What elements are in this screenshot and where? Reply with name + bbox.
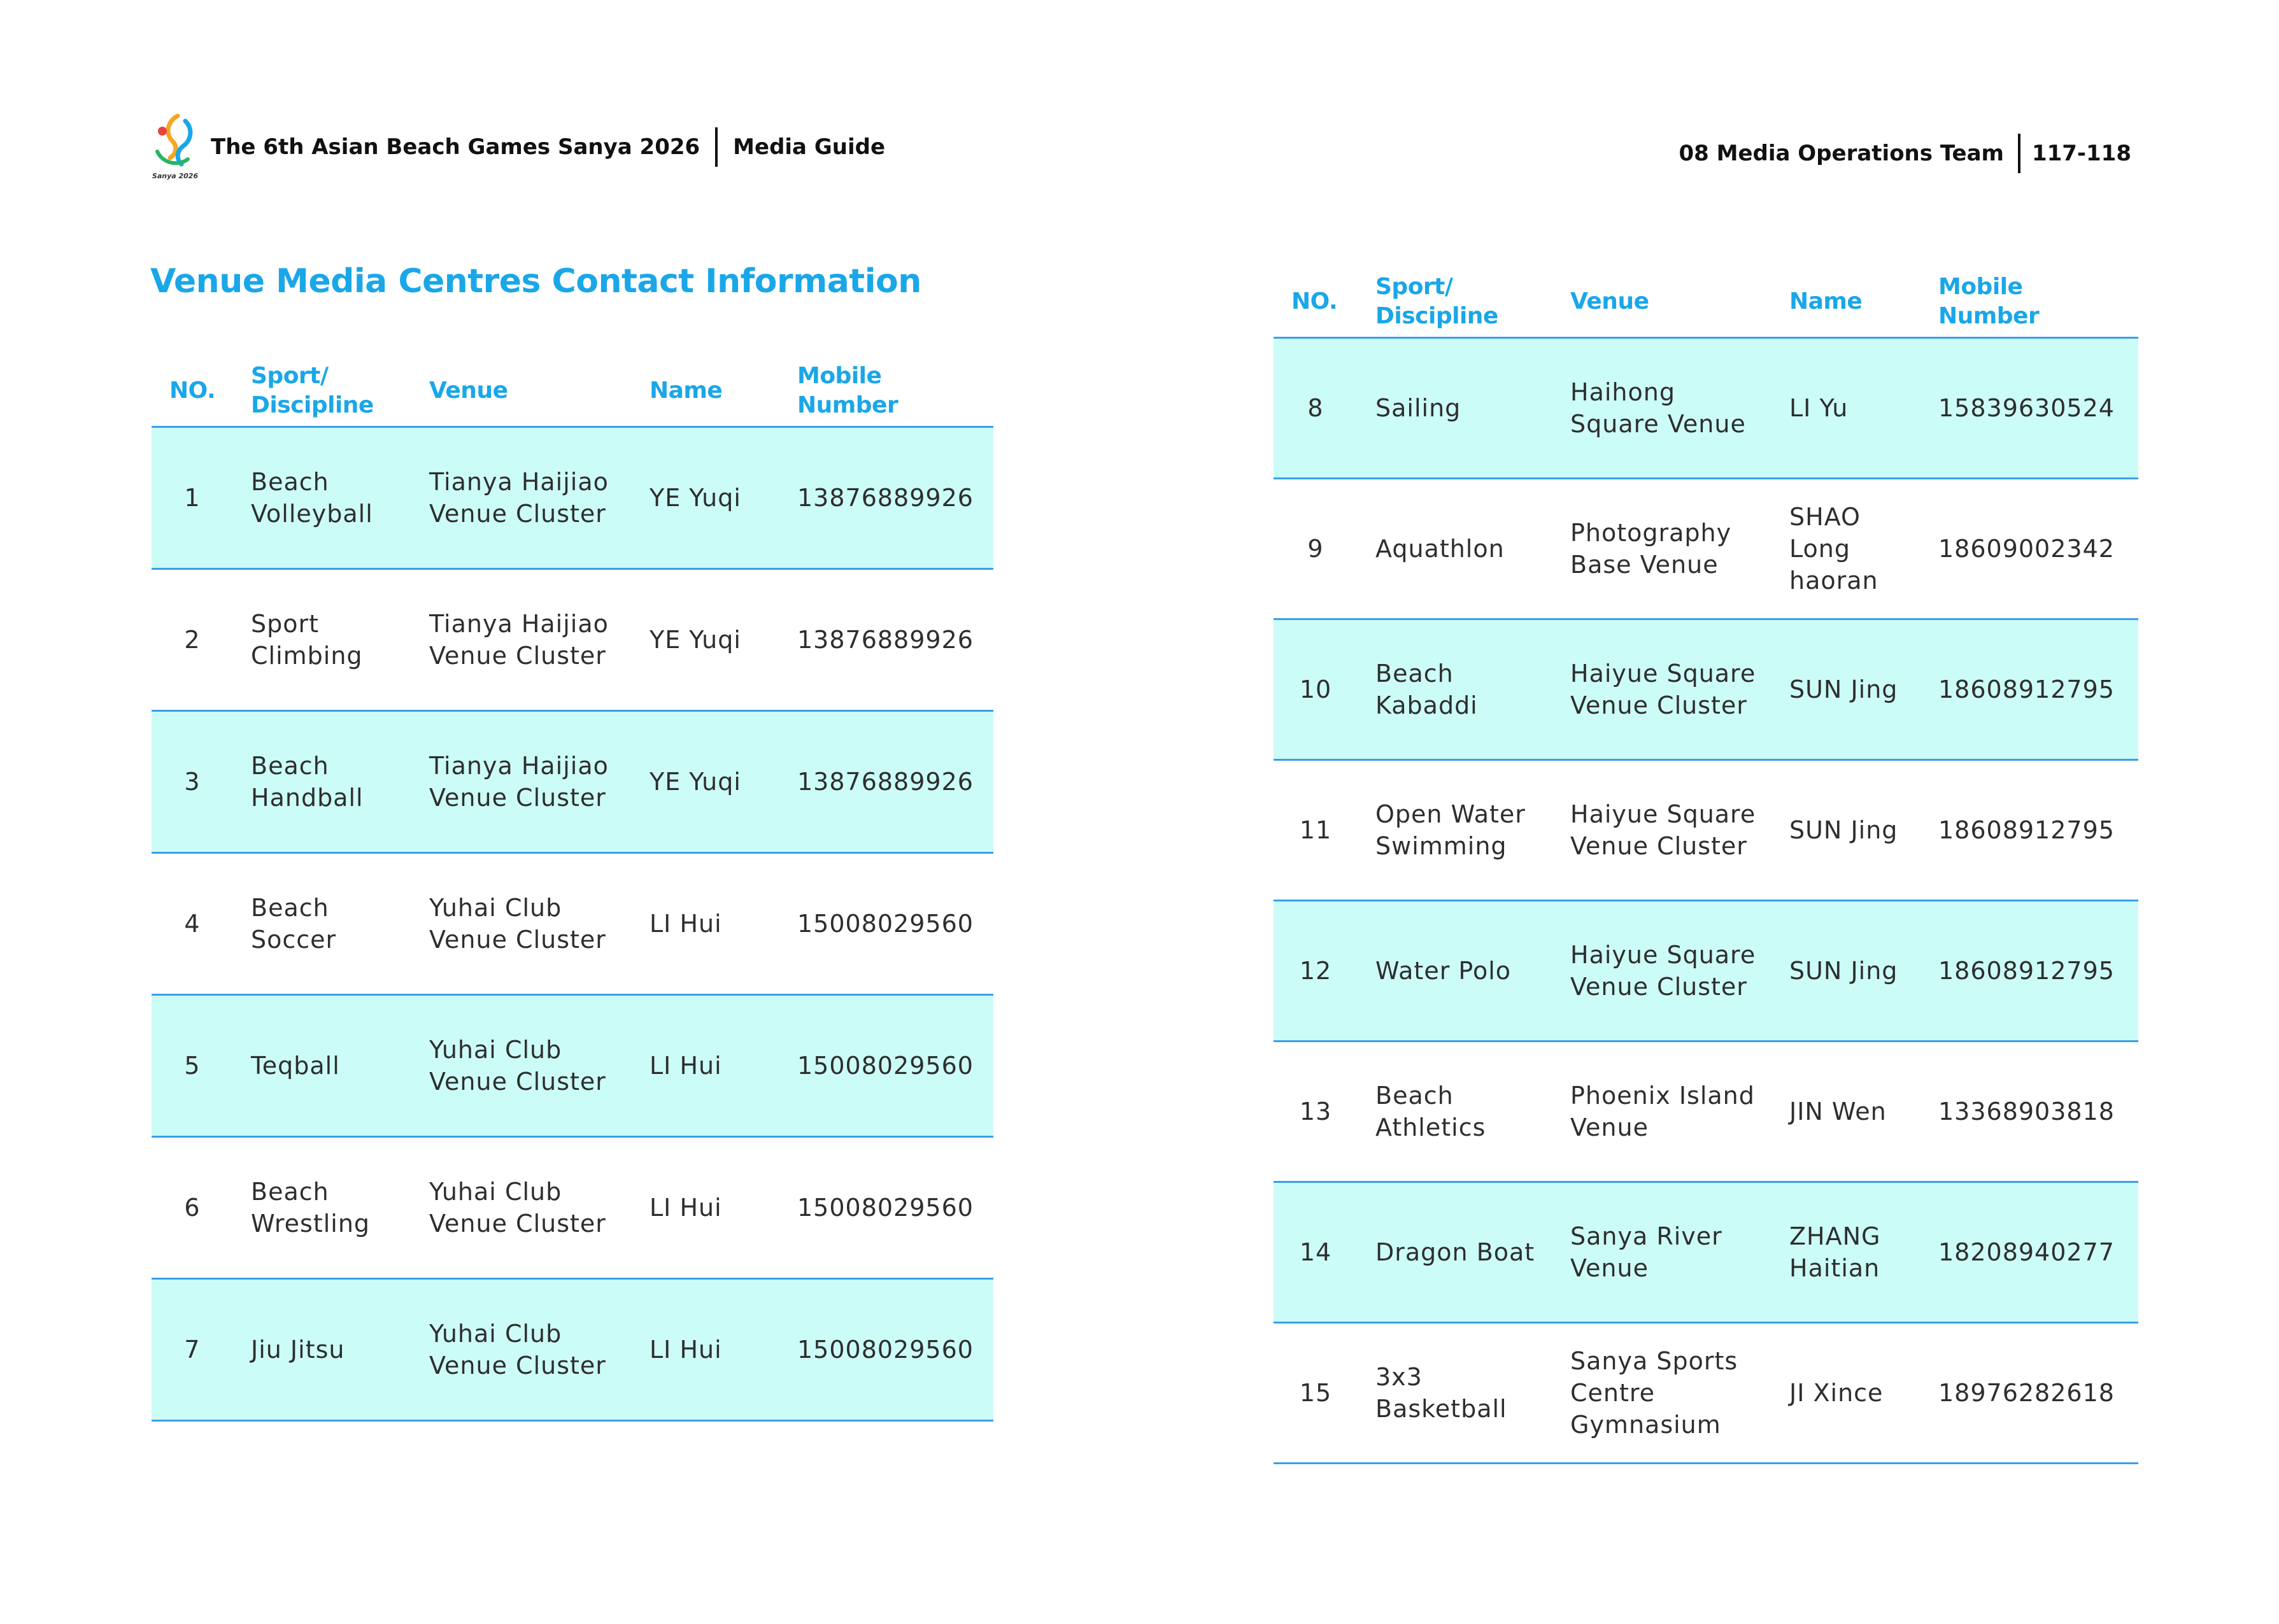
section-label: 08 Media Operations Team (1679, 141, 2004, 166)
page-title: Venue Media Centres Contact Information (150, 262, 921, 300)
row-mobile: 15008029560 (779, 994, 993, 1136)
table-row (1274, 1182, 2138, 1322)
row-mobile: 15008029560 (779, 1278, 993, 1420)
contact-table-right (1274, 267, 2138, 1464)
table-header-row (1274, 267, 2138, 337)
table-row (152, 994, 993, 1136)
row-venue: Haihong Square Venue (1552, 337, 1771, 478)
row-sport: Water Polo (1358, 900, 1552, 1041)
row-no: 14 (1274, 1182, 1358, 1322)
row-no: 8 (1274, 337, 1358, 478)
page-numbers: 117-118 (2031, 141, 2131, 166)
table-row (152, 568, 993, 710)
row-name: YE Yuqi (632, 427, 779, 568)
row-no: 12 (1274, 900, 1358, 1041)
row-sport: 3x3 Basketball (1358, 1322, 1552, 1463)
table-row (152, 1136, 993, 1278)
row-no: 4 (152, 852, 233, 994)
row-venue: Tianya Haijiao Venue Cluster (411, 427, 632, 568)
row-name: LI Hui (632, 1278, 779, 1420)
header-left (148, 112, 885, 182)
row-name: JIN Wen (1771, 1041, 1920, 1182)
row-mobile: 15008029560 (779, 1136, 993, 1278)
row-no: 6 (152, 1136, 233, 1278)
row-sport: Beach Athletics (1358, 1041, 1552, 1182)
header-name: Name (632, 357, 779, 427)
table-row (152, 710, 993, 852)
row-no: 11 (1274, 759, 1358, 900)
header-venue: Venue (1552, 267, 1771, 337)
row-sport: Sailing (1358, 337, 1552, 478)
table-row (152, 427, 993, 568)
row-sport: Beach Wrestling (233, 1136, 411, 1278)
row-mobile: 13876889926 (779, 568, 993, 710)
row-venue: Yuhai Club Venue Cluster (411, 852, 632, 994)
table-row (1274, 478, 2138, 619)
row-no: 7 (152, 1278, 233, 1420)
row-venue: Yuhai Club Venue Cluster (411, 1278, 632, 1420)
asian-beach-games-logo-icon (148, 112, 202, 182)
row-mobile: 13368903818 (1920, 1041, 2138, 1182)
table-row (1274, 1322, 2138, 1463)
row-venue: Phoenix Island Venue (1552, 1041, 1771, 1182)
row-sport: Dragon Boat (1358, 1182, 1552, 1322)
table-row (1274, 1041, 2138, 1182)
row-sport: Beach Volleyball (233, 427, 411, 568)
guide-label: Media Guide (733, 134, 886, 160)
event-title: The 6th Asian Beach Games Sanya 2026 (211, 134, 700, 160)
row-sport: Aquathlon (1358, 478, 1552, 619)
table-row (1274, 337, 2138, 478)
header-mobile: Mobile Number (779, 357, 993, 427)
row-venue: Yuhai Club Venue Cluster (411, 1136, 632, 1278)
row-venue: Sanya River Venue (1552, 1182, 1771, 1322)
row-venue: Tianya Haijiao Venue Cluster (411, 710, 632, 852)
row-name: SUN Jing (1771, 619, 1920, 759)
row-no: 10 (1274, 619, 1358, 759)
row-sport: Beach Handball (233, 710, 411, 852)
row-venue: Haiyue Square Venue Cluster (1552, 759, 1771, 900)
header-right (1679, 134, 2131, 173)
row-mobile: 18976282618 (1920, 1322, 2138, 1463)
header-divider-right (2018, 134, 2020, 173)
row-no: 2 (152, 568, 233, 710)
row-name: SUN Jing (1771, 900, 1920, 1041)
row-venue: Tianya Haijiao Venue Cluster (411, 568, 632, 710)
svg-text:Sanya 2026: Sanya 2026 (152, 172, 199, 180)
row-venue: Sanya Sports Centre Gymnasium (1552, 1322, 1771, 1463)
row-sport: Sport Climbing (233, 568, 411, 710)
row-mobile: 13876889926 (779, 710, 993, 852)
table-row (152, 1278, 993, 1420)
row-sport: Jiu Jitsu (233, 1278, 411, 1420)
row-sport: Beach Soccer (233, 852, 411, 994)
row-name: LI Hui (632, 1136, 779, 1278)
table-row (152, 852, 993, 994)
row-name: SHAO Long haoran (1771, 478, 1920, 619)
row-name: ZHANG Haitian (1771, 1182, 1920, 1322)
row-name: LI Hui (632, 994, 779, 1136)
contact-table-left (152, 357, 993, 1422)
row-venue: Photography Base Venue (1552, 478, 1771, 619)
row-venue: Haiyue Square Venue Cluster (1552, 619, 1771, 759)
row-no: 15 (1274, 1322, 1358, 1463)
row-sport: Teqball (233, 994, 411, 1136)
header-no: NO. (1274, 267, 1358, 337)
row-name: YE Yuqi (632, 568, 779, 710)
row-mobile: 18608912795 (1920, 759, 2138, 900)
row-mobile: 18609002342 (1920, 478, 2138, 619)
row-mobile: 13876889926 (779, 427, 993, 568)
header-venue: Venue (411, 357, 632, 427)
header-name: Name (1771, 267, 1920, 337)
row-no: 5 (152, 994, 233, 1136)
row-mobile: 18208940277 (1920, 1182, 2138, 1322)
table-row (1274, 619, 2138, 759)
row-mobile: 15008029560 (779, 852, 993, 994)
header-sport: Sport/ Discipline (233, 357, 411, 427)
row-name: LI Yu (1771, 337, 1920, 478)
row-mobile: 15839630524 (1920, 337, 2138, 478)
row-name: YE Yuqi (632, 710, 779, 852)
row-venue: Haiyue Square Venue Cluster (1552, 900, 1771, 1041)
table-row (1274, 900, 2138, 1041)
header-mobile: Mobile Number (1920, 267, 2138, 337)
row-no: 3 (152, 710, 233, 852)
row-venue: Yuhai Club Venue Cluster (411, 994, 632, 1136)
row-no: 1 (152, 427, 233, 568)
row-name: JI Xince (1771, 1322, 1920, 1463)
row-name: LI Hui (632, 852, 779, 994)
header-divider (715, 127, 718, 167)
header-no: NO. (152, 357, 233, 427)
row-mobile: 18608912795 (1920, 619, 2138, 759)
row-mobile: 18608912795 (1920, 900, 2138, 1041)
row-no: 9 (1274, 478, 1358, 619)
row-sport: Beach Kabaddi (1358, 619, 1552, 759)
header-sport: Sport/ Discipline (1358, 267, 1552, 337)
row-no: 13 (1274, 1041, 1358, 1182)
row-name: SUN Jing (1771, 759, 1920, 900)
table-row (1274, 759, 2138, 900)
table-header-row (152, 357, 993, 427)
row-sport: Open Water Swimming (1358, 759, 1552, 900)
